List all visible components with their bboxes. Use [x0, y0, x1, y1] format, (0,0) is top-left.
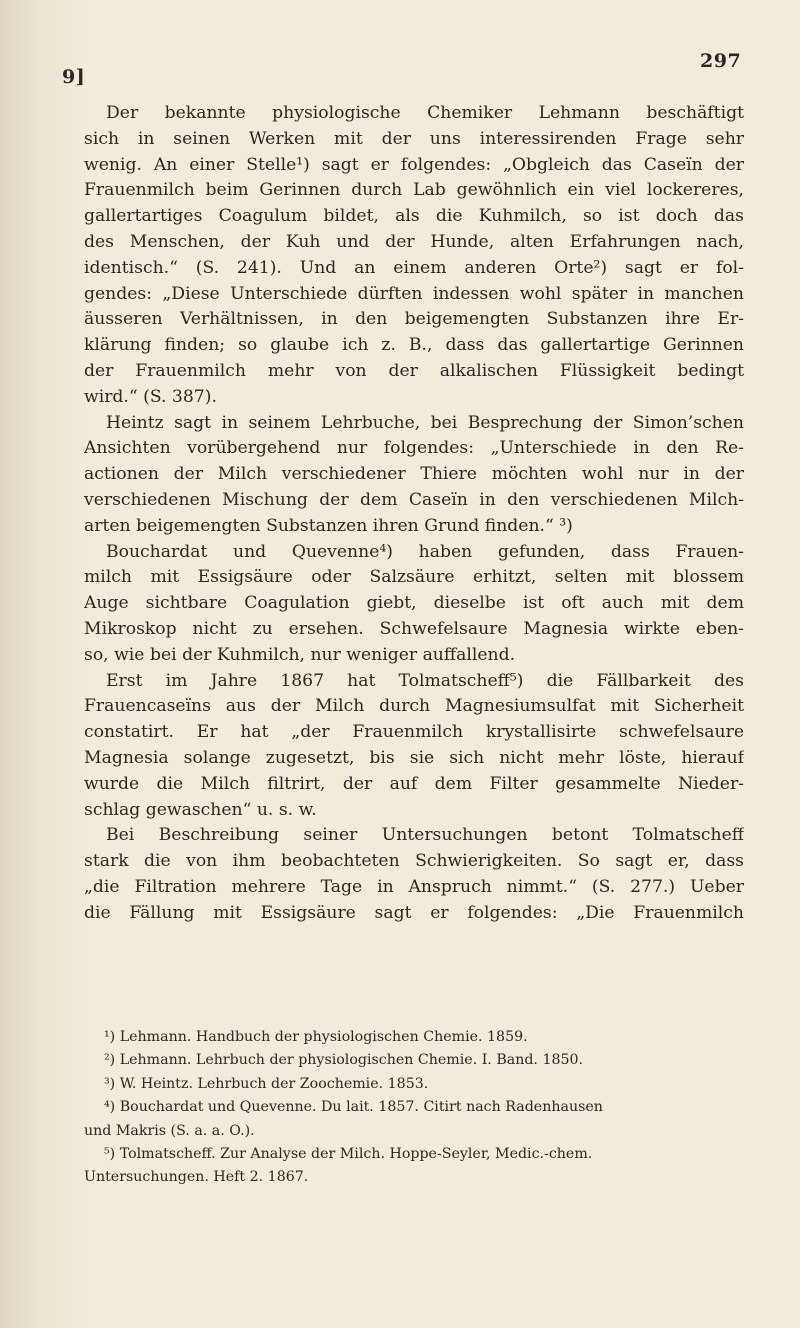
text-line: äusseren Verhältnissen, in den beigemengten Substanzen ihre Er- [84, 309, 744, 330]
text-line: constatirt. Er hat „der Frauenmilch krystallisirte schwefelsaure [84, 722, 744, 743]
text-line: gallertartiges Coagulum bildet, als die Kuhmilch, so ist doch das [84, 206, 744, 227]
text-line: des Menschen, der Kuh und der Hunde, alten Erfahrungen nach, [84, 231, 744, 252]
text-line: die Fällung mit Essigsäure sagt er folgendes: „Die Frauenmilch [84, 902, 744, 923]
text-line: stark die von ihm beobachteten Schwierigkeiten. So sagt er, dass [84, 851, 744, 872]
footnote-continuation: und Makris (S. a. a. O.). [84, 1122, 255, 1139]
text-line: Mikroskop nicht zu ersehen. Schwefelsaure Magnesia wirkte eben- [84, 618, 744, 639]
text-line: Der bekannte physiologische Chemiker Lehmann beschäftigt [106, 103, 744, 123]
text-line: wird.“ (S. 387). [84, 386, 217, 407]
footnote: ¹) Lehmann. Handbuch der physiologischen Chemie. 1859. [104, 1029, 528, 1045]
text-line: milch mit Essigsäure oder Salzsäure erhitzt, selten mit blossem [84, 567, 744, 588]
footnote: ⁴) Bouchardat und Quevenne. Du lait. 1857. Citirt nach Radenhausen [104, 1099, 603, 1116]
text-line: schlag gewaschen“ u. s. w. [84, 799, 317, 820]
text-line: Ansichten vorübergehend nur folgendes: „Unterschiede in den Re- [84, 438, 744, 459]
text-line: Frauenmilch beim Gerinnen durch Lab gewöhnlich ein viel lockereres, [84, 180, 744, 201]
text-line: wurde die Milch filtrirt, der auf dem Filter gesammelte Nieder- [84, 773, 744, 794]
footnote-continuation: Untersuchungen. Heft 2. 1867. [84, 1169, 309, 1186]
text-line: Magnesia solange zugesetzt, bis sie sich nicht mehr löste, hierauf [84, 747, 744, 768]
footnote: ²) Lehmann. Lehrbuch der physiologischen Chemie. I. Band. 1850. [104, 1052, 584, 1069]
text-line: klärung finden; so glaube ich z. B., dass das gallertartige Gerinnen [84, 335, 744, 356]
page-number: 297 [700, 50, 742, 72]
text-line: Erst im Jahre 1867 hat Tolmatscheff⁵) die Fällbarkeit des [106, 670, 744, 691]
text-line: actionen der Milch verschiedener Thiere möchten wohl nur in der [84, 464, 744, 485]
text-line: sich in seinen Werken mit der uns interessirenden Frage sehr [84, 128, 744, 149]
text-line: so, wie bei der Kuhmilch, nur weniger auffallend. [84, 644, 516, 665]
text-line: gendes: „Diese Unterschiede dürften indessen wohl später in manchen [84, 283, 744, 304]
text-line: Bouchardat und Quevenne⁴) haben gefunden, dass Frauen- [106, 541, 744, 562]
text-line: identisch.“ (S. 241). Und an einem anderen Orte²) sagt er fol- [84, 257, 744, 278]
text-line: arten beigemengten Substanzen ihren Grund finden.“ ³) [84, 515, 573, 536]
footnotes [84, 1026, 744, 1190]
text-line: Bei Beschreibung seiner Untersuchungen betont Tolmatscheff [106, 825, 744, 846]
signature-mark: 9] [62, 66, 86, 88]
text-line: verschiedenen Mischung der dem Caseïn in den verschiedenen Milch- [84, 489, 744, 510]
footnote: ⁵) Tolmatscheff. Zur Analyse der Milch. Hoppe-Seyler, Medic.-chem. [104, 1145, 593, 1162]
text-line: Frauencaseïns aus der Milch durch Magnesiumsulfat mit Sicherheit [84, 696, 744, 717]
body-text [84, 101, 744, 927]
text-line: der Frauenmilch mehr von der alkalischen Flüssigkeit bedingt [84, 360, 744, 381]
text-line: Auge sichtbare Coagulation giebt, dieselbe ist oft auch mit dem [84, 593, 744, 614]
footnote: ³) W. Heintz. Lehrbuch der Zoochemie. 1853. [104, 1075, 429, 1092]
text-line: wenig. An einer Stelle¹) sagt er folgendes: „Obgleich das Caseïn der [84, 154, 744, 175]
text-line: Heintz sagt in seinem Lehrbuche, bei Besprechung der Simon’schen [106, 412, 744, 433]
text-line: „die Filtration mehrere Tage in Anspruch nimmt.“ (S. 277.) Ueber [84, 876, 744, 897]
